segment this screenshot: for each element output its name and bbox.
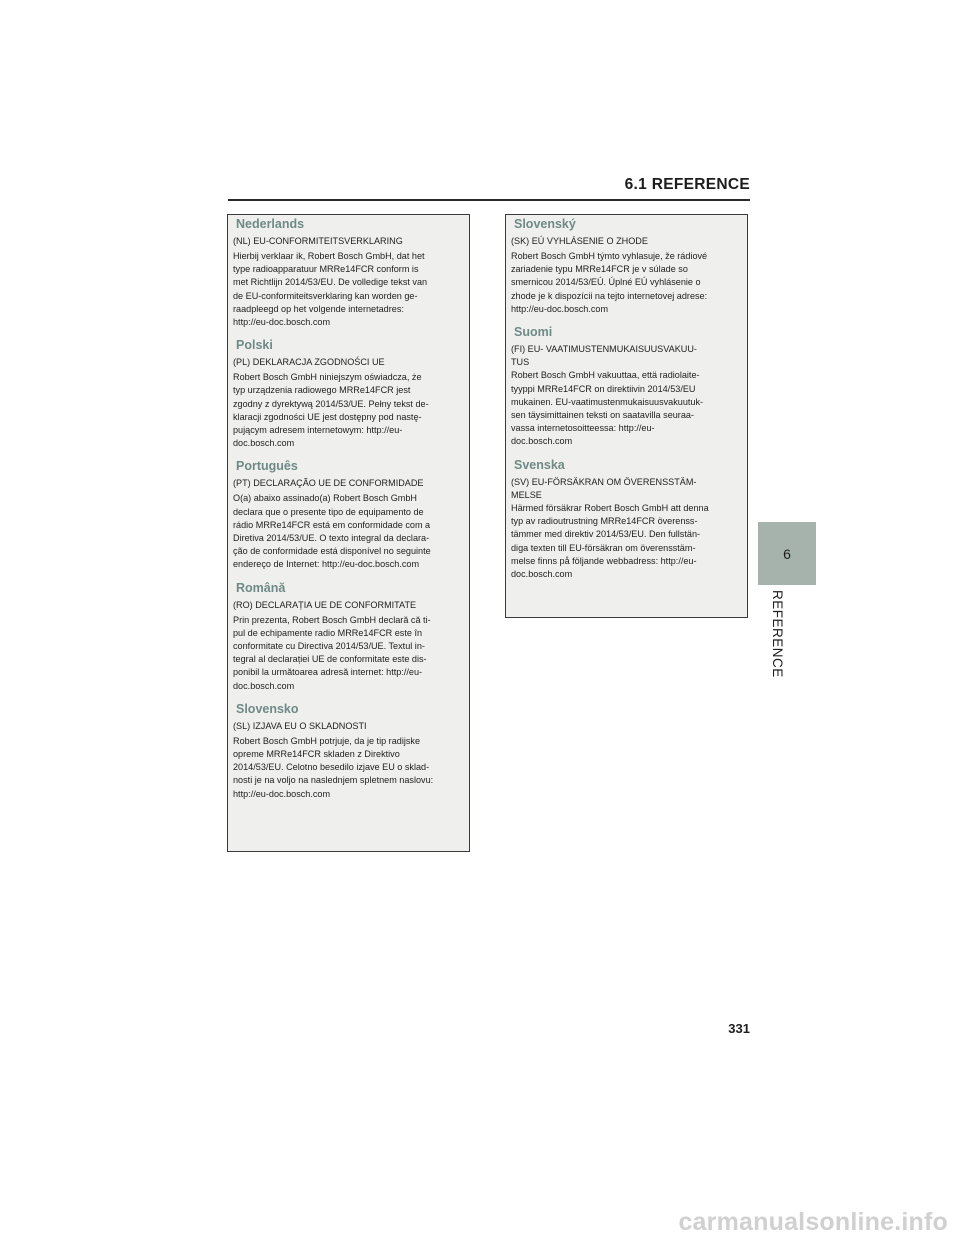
section-heading: Português (236, 459, 298, 474)
section-body: Härmed försäkrar Robert Bosch GmbH att denna typ av radioutrustning MRRe14FCR överenss- tämmer med direktiv 2014/53/EU. Den fullstän- diga texten till EU-försäkran om överensstäm- melse finns på följande webbadress: http://eu- doc.bosch.com (511, 503, 709, 580)
section-body: Prin prezenta, Robert Bosch GmbH declară că ti- pul de echipamente radio MRRe14FCR este în conformitate cu Directiva 2014/53/UE. Textul in- tegral al declarației UE de conformitate este dis- ponibil la următoarea adresă internet: http://eu- doc.bosch.com (233, 614, 431, 691)
section-body: Robert Bosch GmbH týmto vyhlasuje, že rádiové zariadenie typu MRRe14FCR je v súlade so smernicou 2014/53/EÚ. Úplné EÚ vyhlásenie o zhode je k dispozícii na tejto internetovej adrese: http://eu-doc.bosch.com (511, 251, 708, 314)
chapter-side-label (758, 590, 788, 680)
section-slovensko (233, 702, 465, 801)
section-heading: Svenska (514, 457, 565, 472)
section-nederlands (233, 217, 465, 329)
section-body: Robert Bosch GmbH niniejszym oświadcza, że typ urządzenia radiowego MRRe14FCR jest zgodny z dyrektywą 2014/53/UE. Pełny tekst de- klaracji zgodności UE jest dostępny pod nastę- pującym adresem internetowym: http://eu- doc.bosch.com (233, 372, 429, 449)
section-subtitle: (SL) IZJAVA EU O SKLADNOSTI (233, 720, 367, 731)
section-slovensky (511, 217, 743, 316)
section-subtitle: (SV) EU-FÖRSÄKRAN OM ÖVERENSSTÄM- MELSE (511, 476, 697, 500)
chapter-tab-number: 6 (783, 546, 791, 562)
section-heading: Română (236, 580, 286, 595)
section-subtitle: (FI) EU- VAATIMUSTENMUKAISUUSVAKUU- TUS (511, 344, 697, 368)
header-title: 6.1 REFERENCE (624, 176, 750, 193)
section-heading: Slovensko (236, 701, 299, 716)
section-heading: Polski (236, 338, 273, 353)
section-suomi (511, 325, 743, 449)
section-svenska (511, 458, 743, 582)
declaration-box-left (227, 214, 470, 852)
section-polski (233, 338, 465, 450)
section-body: Robert Bosch GmbH vakuuttaa, että radiolaite- tyyppi MRRe14FCR on direktiivin 2014/53/EU mukainen. EU-vaatimustenmukaisuusvakuutuk- sen täysimittainen teksti on saatavilla seuraa- vassa internetosoitteessa: http://eu- doc.bosch.com (511, 370, 704, 447)
page-number: 331 (728, 1021, 750, 1036)
section-heading: Slovenský (514, 217, 576, 231)
section-subtitle: (SK) EÚ VYHLÁSENIE O ZHODE (511, 236, 648, 246)
watermark: carmanualsonline.info (678, 1208, 948, 1236)
section-body: Hierbij verklaar ik, Robert Bosch GmbH, dat het type radioapparatuur MRRe14FCR conform is met Richtlijn 2014/53/EU. De volledige tekst van de EU-conformiteitsverklaring kan worden ge- raadpleegd op het volgende internetadres: http://eu-doc.bosch.com (233, 251, 428, 328)
section-heading: Suomi (514, 325, 553, 340)
declaration-box-right (505, 214, 748, 618)
header-divider (228, 199, 750, 201)
section-body: Robert Bosch GmbH potrjuje, da je tip radijske opreme MRRe14FCR skladen z Direktivo 2014/53/EU. Celotno besedilo izjave EU o sklad- nosti je na voljo na naslednjem spletnem naslovu: http://eu-doc.bosch.com (233, 735, 434, 799)
section-subtitle: (PT) DECLARAÇÃO UE DE CONFORMIDADE (233, 478, 424, 489)
section-subtitle: (PL) DEKLARACJA ZGODNOŚCI UE (233, 357, 385, 368)
section-romana (233, 581, 465, 693)
chapter-side-label-text: REFERENCE (770, 590, 785, 678)
section-portugues (233, 459, 465, 571)
section-body: O(a) abaixo assinado(a) Robert Bosch GmbH declara que o presente tipo de equipamento de rádio MRRe14FCR está em conformidade com a Diretiva 2014/53/UE. O texto integral da declara- ção de conformidade está disponível no seguinte endereço de Internet: http://eu-doc.bosch.com (233, 493, 431, 570)
section-subtitle: (RO) DECLARAȚIA UE DE CONFORMITATE (233, 599, 417, 610)
section-subtitle: (NL) EU-CONFORMITEITSVERKLARING (233, 236, 403, 246)
section-heading: Nederlands (236, 217, 305, 231)
